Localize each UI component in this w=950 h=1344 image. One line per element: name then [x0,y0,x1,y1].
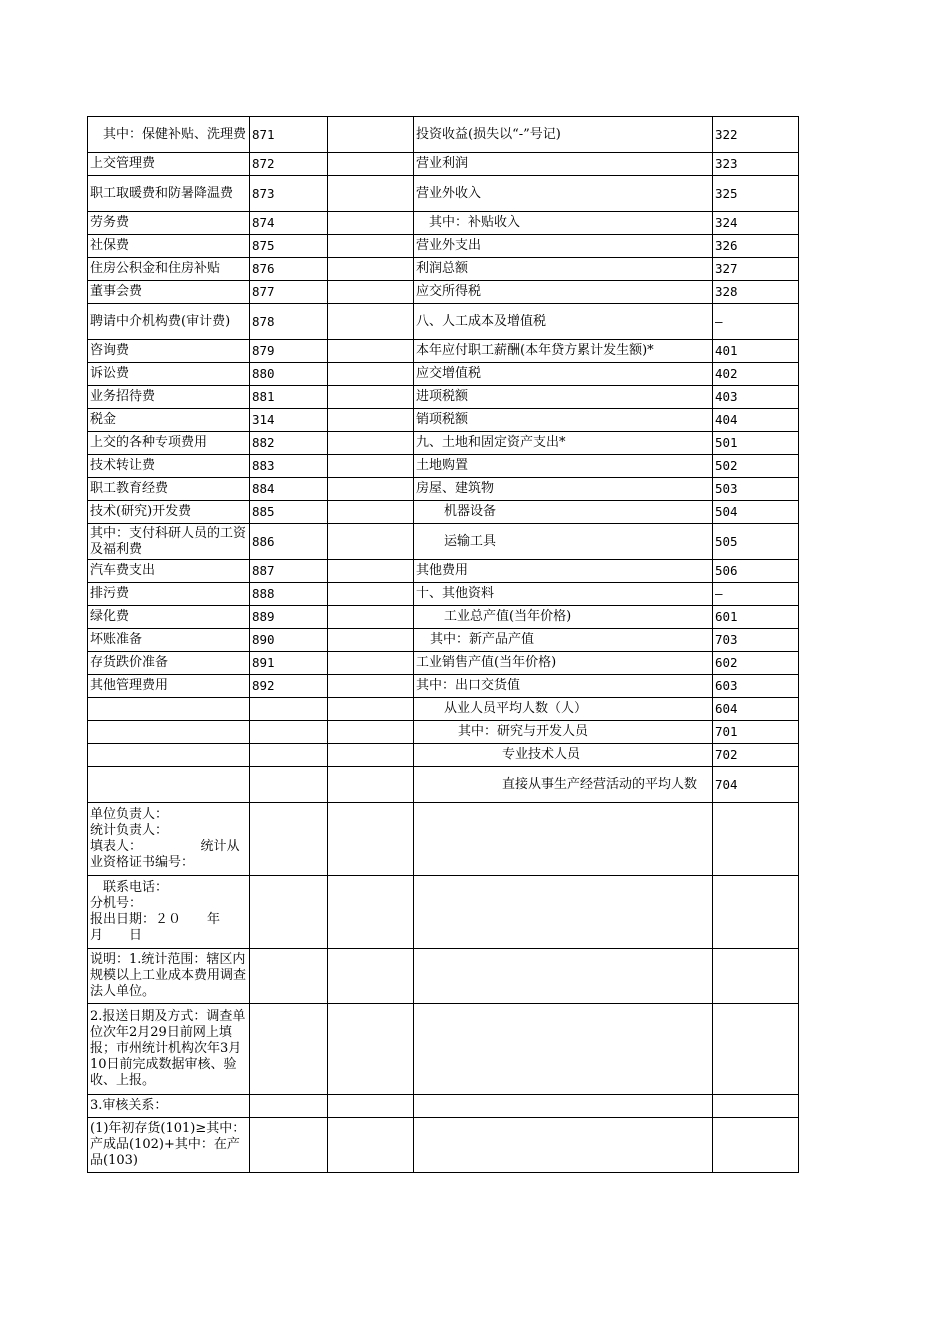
value-cell[interactable] [328,501,414,524]
item-label: 其中：支付科研人员的工资及福利费 [88,524,250,560]
item-code: 601 [713,606,799,629]
section-heading: 八、人工成本及增值税 [414,304,713,340]
item-label: 从业人员平均人数（人） [414,698,713,721]
item-label: 其中：补贴收入 [414,212,713,235]
item-label: 排污费 [88,583,250,606]
item-code: 889 [250,606,328,629]
item-code: 886 [250,524,328,560]
value-cell[interactable] [328,767,414,803]
value-cell[interactable] [328,698,414,721]
item-code: 502 [713,455,799,478]
item-label: 本年应付职工薪酬(本年贷方累计发生额)* [414,340,713,363]
table-row [88,455,799,478]
item-code: 879 [250,340,328,363]
item-label: 咨询费 [88,340,250,363]
item-label: 进项税额 [414,386,713,409]
empty-cell [414,949,713,1004]
item-label: 投资收益(损失以“-”号记) [414,117,713,153]
item-label: 住房公积金和住房补贴 [88,258,250,281]
empty-cell [250,1095,328,1118]
item-code: 326 [713,235,799,258]
empty-cell [713,1118,799,1173]
section-heading: 十、其他资料 [414,583,713,606]
empty-cell [328,949,414,1004]
table-row [88,340,799,363]
item-label: 机器设备 [414,501,713,524]
item-code: 704 [713,767,799,803]
table-row [88,767,799,803]
item-label: 业务招待费 [88,386,250,409]
value-cell[interactable] [328,744,414,767]
item-label: 营业外支出 [414,235,713,258]
item-code: 501 [713,432,799,455]
table-row [88,117,799,153]
table-row [88,698,799,721]
audit-rule: (1)年初存货(101)≥其中：产成品(102)+其中：在产品(103) [88,1118,250,1173]
item-label: 社保费 [88,235,250,258]
item-code: 503 [713,478,799,501]
empty-cell [713,1004,799,1095]
item-code: 878 [250,304,328,340]
item-code: 322 [713,117,799,153]
item-code: 703 [713,629,799,652]
item-code: 506 [713,560,799,583]
table-row [88,744,799,767]
item-label: 营业利润 [414,153,713,176]
item-code: 401 [713,340,799,363]
item-code: 874 [250,212,328,235]
value-cell[interactable] [328,721,414,744]
item-code: — [713,583,799,606]
contact-note: 联系电话： 分机号： 报出日期：２０ 年 月 日 [88,876,250,949]
section-heading: 九、土地和固定资产支出* [414,432,713,455]
item-label: 利润总额 [414,258,713,281]
item-code: 871 [250,117,328,153]
value-cell[interactable] [328,176,414,212]
item-label: 聘请中介机构费(审计费) [88,304,250,340]
empty-cell [414,1095,713,1118]
value-cell[interactable] [328,212,414,235]
empty-cell [328,1095,414,1118]
item-code: 323 [713,153,799,176]
item-label: 其他管理费用 [88,675,250,698]
empty-cell [250,803,328,876]
empty-cell [713,876,799,949]
table-row [88,363,799,386]
item-code [250,744,328,767]
item-code: 872 [250,153,328,176]
item-label: 职工教育经费 [88,478,250,501]
table-row [88,409,799,432]
item-code: 875 [250,235,328,258]
item-label [88,721,250,744]
item-label: 其中：保健补贴、洗理费 [88,117,250,153]
item-code: 603 [713,675,799,698]
item-code [250,721,328,744]
item-code: 887 [250,560,328,583]
item-label: 土地购置 [414,455,713,478]
table-row [88,258,799,281]
table-row [88,212,799,235]
value-cell[interactable] [328,153,414,176]
table-row [88,949,799,1004]
item-code: 883 [250,455,328,478]
item-code: 885 [250,501,328,524]
item-code: 701 [713,721,799,744]
item-code: 505 [713,524,799,560]
value-cell[interactable] [328,560,414,583]
item-code: 877 [250,281,328,304]
table-row [88,1095,799,1118]
table-row [88,432,799,455]
table-row [88,583,799,606]
audit-heading: 3.审核关系： [88,1095,250,1118]
item-code [250,698,328,721]
item-code: 602 [713,652,799,675]
item-code: 891 [250,652,328,675]
item-label [88,744,250,767]
item-code: 604 [713,698,799,721]
empty-cell [713,1095,799,1118]
value-cell[interactable] [328,340,414,363]
item-label: 应交所得税 [414,281,713,304]
item-label: 技术(研究)开发费 [88,501,250,524]
table-row [88,281,799,304]
value-cell[interactable] [328,606,414,629]
empty-cell [250,876,328,949]
table-row [88,1004,799,1095]
value-cell[interactable] [328,629,414,652]
item-code: 324 [713,212,799,235]
item-code: 328 [713,281,799,304]
value-cell[interactable] [328,409,414,432]
table-row [88,876,799,949]
table-row [88,524,799,560]
item-label: 绿化费 [88,606,250,629]
item-code: 702 [713,744,799,767]
empty-cell [414,803,713,876]
item-code: 892 [250,675,328,698]
table-row [88,606,799,629]
value-cell[interactable] [328,258,414,281]
item-label: 坏账准备 [88,629,250,652]
value-cell[interactable] [328,235,414,258]
item-label [88,698,250,721]
item-code: 404 [713,409,799,432]
empty-cell [328,876,414,949]
item-label: 工业总产值(当年价格) [414,606,713,629]
item-label: 其中：新产品产值 [414,629,713,652]
value-cell[interactable] [328,583,414,606]
value-cell[interactable] [328,524,414,560]
value-cell[interactable] [328,281,414,304]
empty-cell [250,1118,328,1173]
table-row [88,501,799,524]
table-row [88,176,799,212]
item-label: 汽车费支出 [88,560,250,583]
item-label: 其中：研究与开发人员 [414,721,713,744]
item-code: 876 [250,258,328,281]
value-cell[interactable] [328,675,414,698]
item-label: 技术转让费 [88,455,250,478]
item-label: 董事会费 [88,281,250,304]
scope-note: 说明：1.统计范围：辖区内规模以上工业成本费用调查法人单位。 [88,949,250,1004]
empty-cell [250,949,328,1004]
item-code: 873 [250,176,328,212]
table-row [88,1118,799,1173]
table-row [88,675,799,698]
item-code: 890 [250,629,328,652]
item-code: 325 [713,176,799,212]
item-code: 314 [250,409,328,432]
empty-cell [328,1118,414,1173]
table-row [88,478,799,501]
table-row [88,560,799,583]
value-cell[interactable] [328,478,414,501]
value-cell[interactable] [328,652,414,675]
value-cell[interactable] [328,304,414,340]
item-label: 销项税额 [414,409,713,432]
item-label: 运输工具 [414,524,713,560]
item-label: 直接从事生产经营活动的平均人数 [414,767,713,803]
empty-cell [414,876,713,949]
table-row [88,153,799,176]
item-label: 职工取暖费和防暑降温费 [88,176,250,212]
empty-cell [414,1118,713,1173]
item-code: — [713,304,799,340]
empty-cell [713,803,799,876]
empty-cell [328,803,414,876]
item-label: 其他费用 [414,560,713,583]
item-label: 存货跌价准备 [88,652,250,675]
item-label: 专业技术人员 [414,744,713,767]
table-row [88,304,799,340]
value-cell[interactable] [328,117,414,153]
item-code: 884 [250,478,328,501]
cost-survey-table [87,116,799,1173]
table-row [88,803,799,876]
submission-note: 2.报送日期及方式：调查单位次年2月29日前网上填报；市州统计机构次年3月10日前完成数据审核、验收、上报。 [88,1004,250,1095]
item-label: 房屋、建筑物 [414,478,713,501]
item-label: 上交管理费 [88,153,250,176]
item-label: 上交的各种专项费用 [88,432,250,455]
item-code: 882 [250,432,328,455]
table-row [88,235,799,258]
item-label: 诉讼费 [88,363,250,386]
item-label: 应交增值税 [414,363,713,386]
item-label: 营业外收入 [414,176,713,212]
item-code: 880 [250,363,328,386]
item-code: 403 [713,386,799,409]
item-label: 工业销售产值(当年价格) [414,652,713,675]
empty-cell [250,1004,328,1095]
item-label: 其中：出口交货值 [414,675,713,698]
empty-cell [414,1004,713,1095]
empty-cell [713,949,799,1004]
value-cell[interactable] [328,363,414,386]
item-code [250,767,328,803]
table-row [88,629,799,652]
table-row [88,721,799,744]
item-label: 税金 [88,409,250,432]
item-label [88,767,250,803]
empty-cell [328,1004,414,1095]
item-label: 劳务费 [88,212,250,235]
table-row [88,652,799,675]
item-code: 504 [713,501,799,524]
value-cell[interactable] [328,455,414,478]
table-row [88,386,799,409]
item-code: 402 [713,363,799,386]
item-code: 327 [713,258,799,281]
item-code: 881 [250,386,328,409]
value-cell[interactable] [328,432,414,455]
signers-note: 单位负责人： 统计负责人： 填表人： 统计从业资格证书编号： [88,803,250,876]
value-cell[interactable] [328,386,414,409]
item-code: 888 [250,583,328,606]
